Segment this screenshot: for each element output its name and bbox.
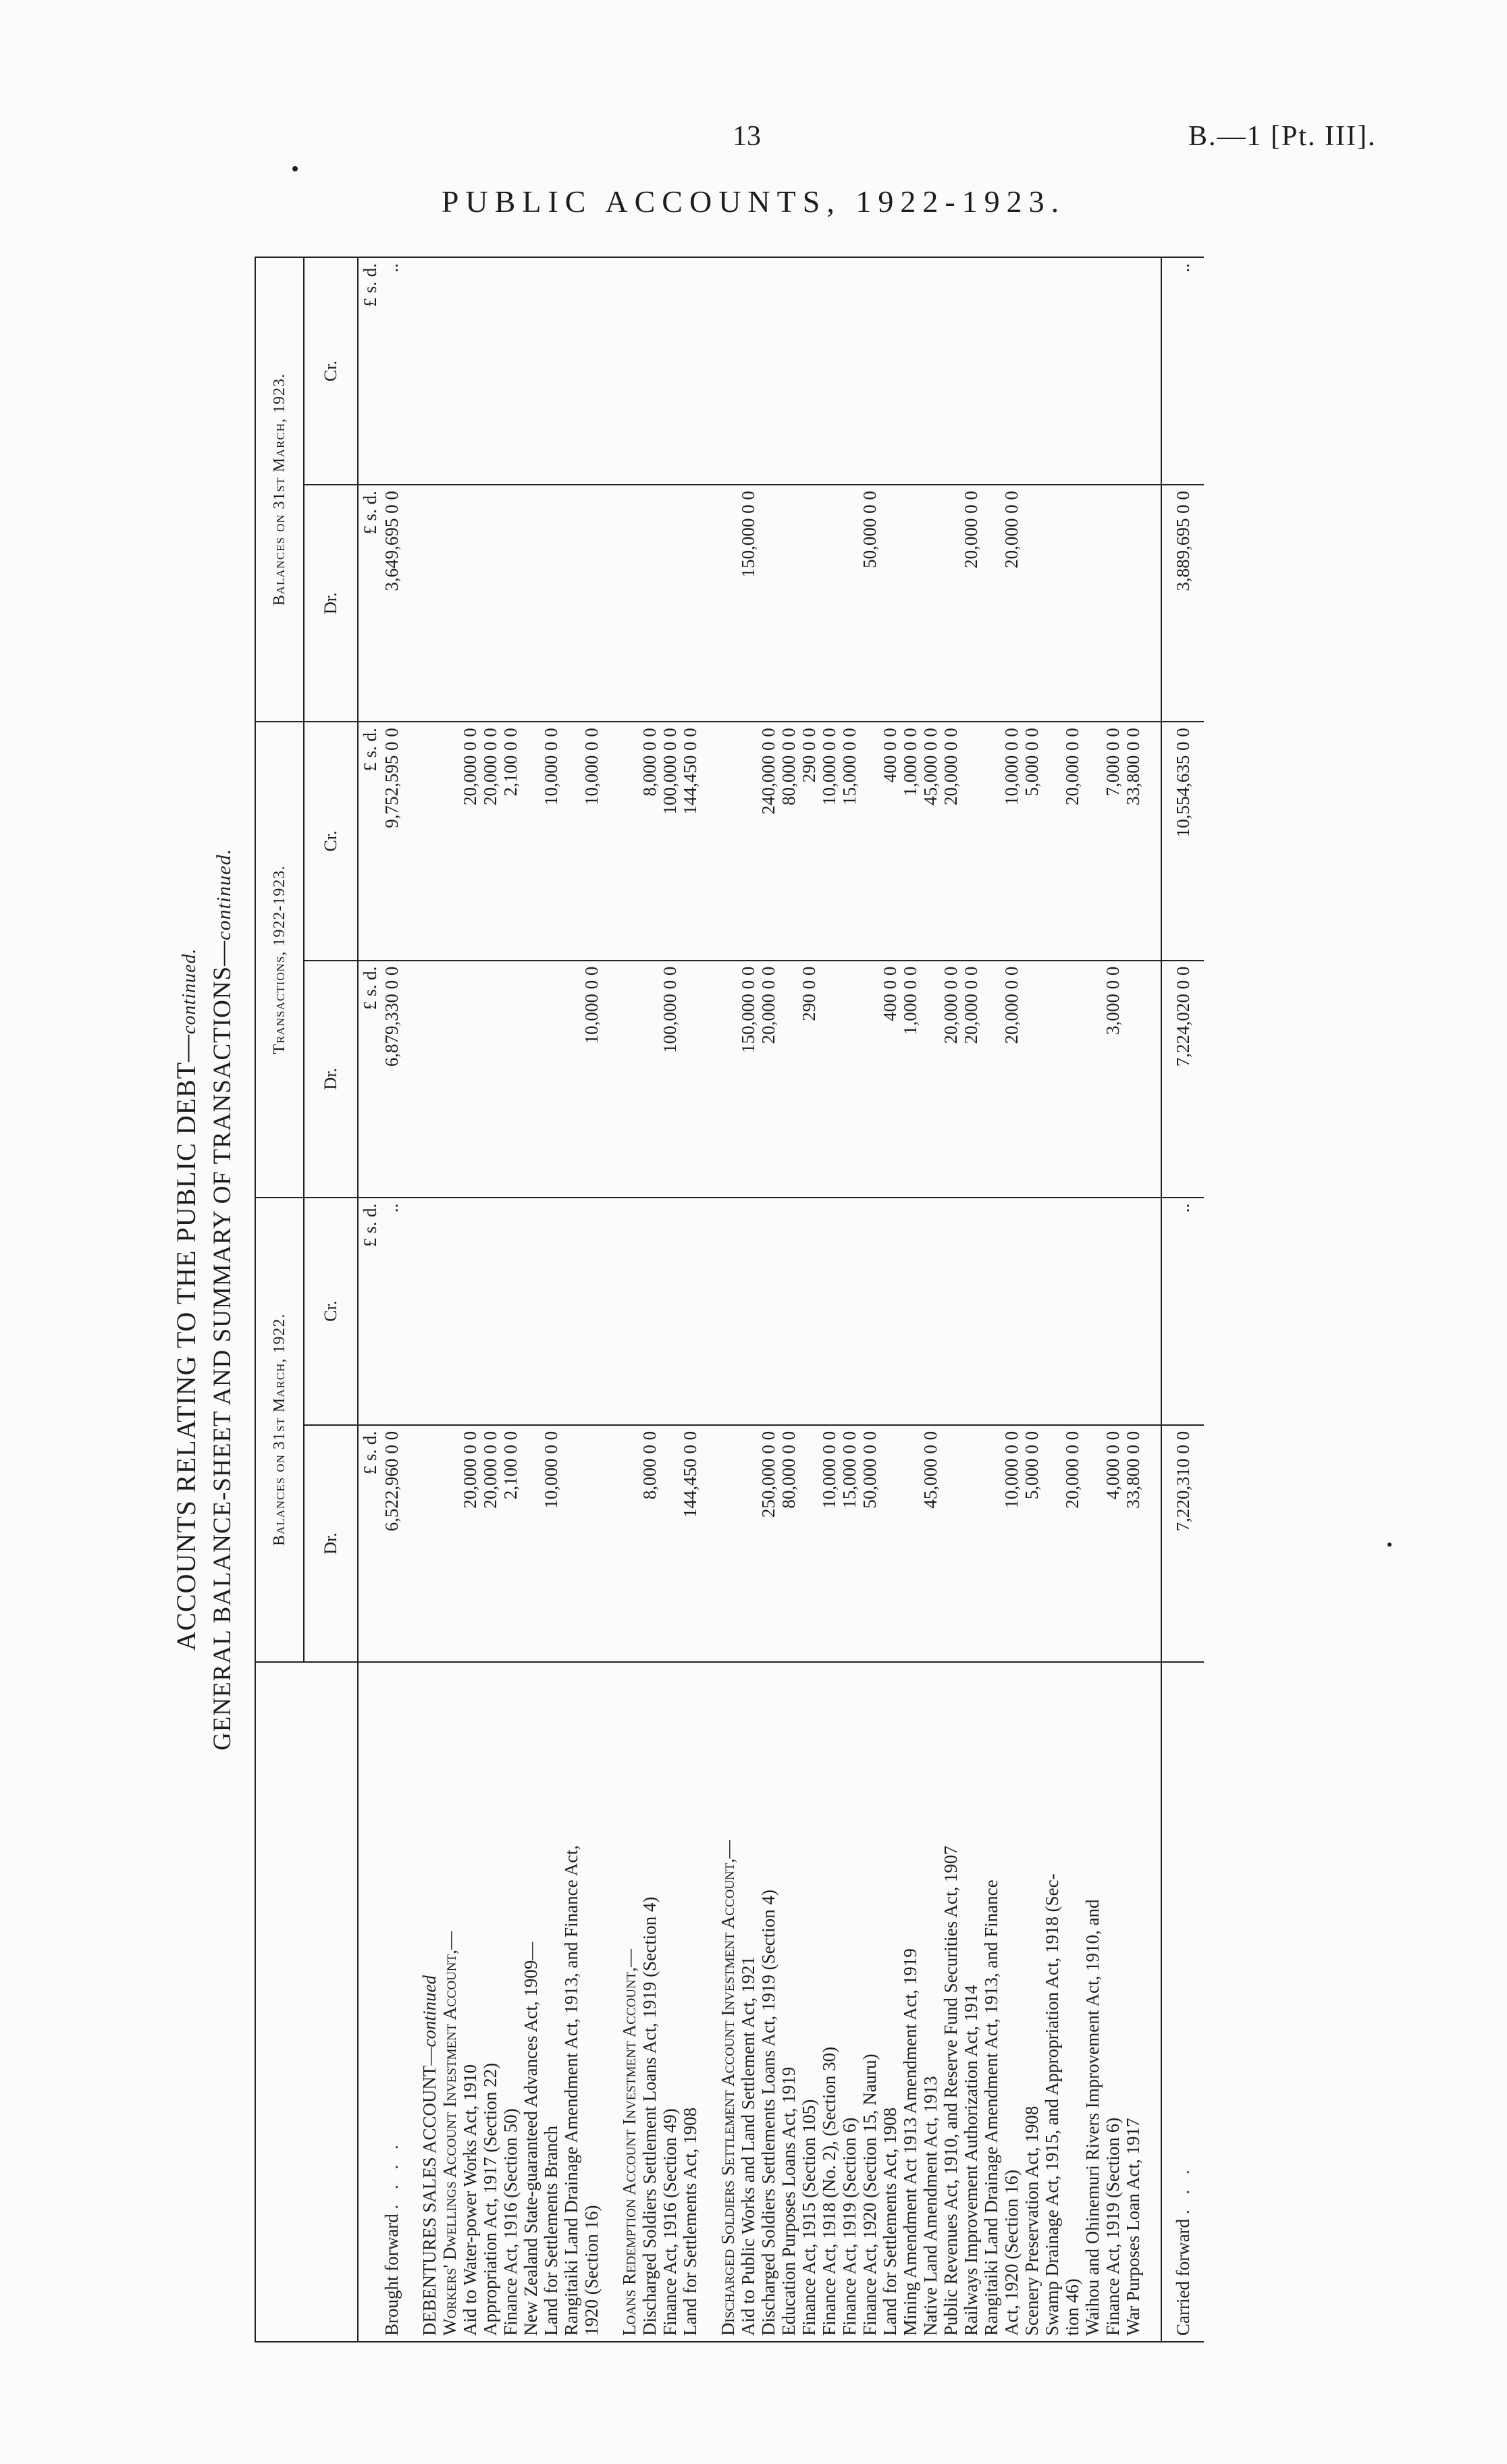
row-label: Public Revenues Act, 1910, and Reserve Fund Securities Act, 1907 [941, 1662, 961, 2342]
table-row [900, 257, 920, 2342]
cell: 8,000 0 0 [639, 722, 660, 960]
cell: 400 0 0 [880, 722, 900, 960]
row-label: tion 46) [1062, 1662, 1082, 2342]
cell: 20,000 0 0 [460, 722, 480, 960]
cell: 80,000 0 0 [778, 1425, 799, 1662]
cell: 45,000 0 0 [920, 722, 941, 960]
cell: 10,000 0 0 [541, 722, 561, 960]
table-row [660, 257, 680, 2342]
cell: 33,800 0 0 [1123, 1425, 1143, 1662]
cell: 3,889,695 0 0 [1161, 485, 1204, 722]
table-row [1001, 257, 1022, 2342]
table-row [480, 257, 500, 2342]
row-label: Land for Settlements Branch [541, 1662, 561, 2342]
cell: 150,000 0 0 [738, 961, 758, 1198]
row-label: War Purposes Loan Act, 1917 [1123, 1662, 1143, 2342]
cell: 100,000 0 0 [660, 961, 680, 1198]
row-label: Rangitaiki Land Drainage Amendment Act, 1913, and Finance Act, [561, 1662, 581, 2342]
table-row [1022, 257, 1042, 2342]
cell: 8,000 0 0 [639, 1425, 660, 1662]
cell: 1,000 0 0 [900, 722, 920, 960]
units-label: £ s. d. [358, 485, 381, 722]
cell: 50,000 0 0 [860, 485, 880, 722]
row-label: Finance Act, 1916 (Section 50) [500, 1662, 521, 2342]
table-row [1042, 257, 1062, 2342]
cell: 15,000 0 0 [839, 722, 860, 960]
units-label: £ s. d. [358, 961, 381, 1198]
cell: 3,649,695 0 0 [381, 485, 402, 722]
group-header-1923: Balances on 31st March, 1923. [255, 257, 304, 722]
cell: 5,000 0 0 [1022, 722, 1042, 960]
cell: 7,000 0 0 [1103, 722, 1123, 960]
row-label: Railways Improvement Authorization Act, 1914 [961, 1662, 981, 2342]
table-row [819, 257, 839, 2342]
cell: 20,000 0 0 [460, 1425, 480, 1662]
row-label: Aid to Public Works and Land Settlement Act, 1921 [738, 1662, 758, 2342]
table-row [778, 257, 799, 2342]
cell: 10,000 0 0 [819, 1425, 839, 1662]
cr-header: Cr. [304, 1198, 358, 1425]
cell: 6,522,960 0 0 [381, 1425, 402, 1662]
table-row [758, 257, 778, 2342]
cell: 10,000 0 0 [819, 722, 839, 960]
row-label: Finance Act, 1918 (No. 2), (Section 30) [819, 1662, 839, 2342]
cell: 20,000 0 0 [480, 722, 500, 960]
subsection-label: Discharged Soldiers Settlement Account Investment Account,— [718, 1662, 738, 2342]
balance-sheet-table [255, 257, 1204, 2342]
cell: 20,000 0 0 [1062, 722, 1082, 960]
subsection-label: Loans Redemption Account Investment Account,— [619, 1662, 639, 2342]
cell: .. [1161, 257, 1204, 485]
row-label: Finance Act, 1919 (Section 6) [1103, 1662, 1123, 2342]
dr-header: Dr. [304, 485, 358, 722]
cell: 45,000 0 0 [920, 1425, 941, 1662]
cell: 240,000 0 0 [758, 722, 778, 960]
row-label: Waihou and Ohinemuri Rivers Improvement Act, 1910, and [1082, 1662, 1103, 2342]
table-row [521, 257, 541, 2342]
row-label: Appropriation Act, 1917 (Section 22) [480, 1662, 500, 2342]
row-label: Discharged Soldiers Settlement Loans Act, 1919 (Section 4) [639, 1662, 660, 2342]
margin-dot [292, 166, 298, 171]
group-header-transactions: Transactions, 1922-1923. [255, 722, 304, 1197]
subsection-label: Workers' Dwellings Account Investment Account,— [440, 1662, 460, 2342]
table-row [880, 257, 900, 2342]
row-label: Land for Settlements Act, 1908 [880, 1662, 900, 2342]
table-row [961, 257, 981, 2342]
running-title: PUBLIC ACCOUNTS, 1922-1923. [441, 184, 1066, 219]
table-row [941, 257, 961, 2342]
table-row [839, 257, 860, 2342]
table-row [561, 257, 581, 2342]
cell: 10,000 0 0 [1001, 722, 1022, 960]
table-row [860, 257, 880, 2342]
cell: 1,000 0 0 [900, 961, 920, 1198]
cell: 33,800 0 0 [1123, 722, 1143, 960]
table-row [581, 257, 602, 2342]
row-label: Brought forward . . . . [381, 1662, 402, 2342]
cell: 100,000 0 0 [660, 722, 680, 960]
cell: 20,000 0 0 [941, 722, 961, 960]
row-label: New Zealand State-guaranteed Advances Act, 1909— [521, 1662, 541, 2342]
table-row [981, 257, 1001, 2342]
cell: 7,220,310 0 0 [1161, 1425, 1204, 1662]
cell: 20,000 0 0 [1062, 1425, 1082, 1662]
cell: 10,000 0 0 [581, 722, 602, 960]
row-label: Mining Amendment Act 1913 Amendment Act, 1919 [900, 1662, 920, 2342]
main-title: ACCOUNTS RELATING TO THE PUBLIC DEBT—continued. [171, 948, 201, 1651]
group-header-1922: Balances on 31st March, 1922. [255, 1198, 304, 1662]
cr-header: Cr. [304, 257, 358, 485]
cell: 15,000 0 0 [839, 1425, 860, 1662]
table-row [500, 257, 521, 2342]
cell: .. [1161, 1198, 1204, 1425]
cell: 290 0 0 [799, 722, 819, 960]
cell: 144,450 0 0 [680, 722, 700, 960]
cell: 20,000 0 0 [1001, 485, 1022, 722]
rotated-balance-sheet [170, 257, 1328, 2342]
description-header [255, 1662, 358, 2342]
cell: 144,450 0 0 [680, 1425, 700, 1662]
cell: 50,000 0 0 [860, 1425, 880, 1662]
dr-header: Dr. [304, 1425, 358, 1662]
subsection-heading [718, 257, 738, 2342]
subsection-heading [619, 257, 639, 2342]
margin-dot [1387, 1543, 1392, 1547]
row-label: Carried forward . . . [1161, 1662, 1204, 2342]
table-row [1062, 257, 1082, 2342]
sub-title: GENERAL BALANCE-SHEET AND SUMMARY OF TRANSACTIONS—continued. [209, 849, 236, 1750]
table-row [1103, 257, 1123, 2342]
cell: 7,224,020 0 0 [1161, 961, 1204, 1198]
row-label: Finance Act, 1919 (Section 6) [839, 1662, 860, 2342]
cell: 150,000 0 0 [738, 485, 758, 722]
units-label: £ s. d. [358, 1198, 381, 1425]
cell: 2,100 0 0 [500, 722, 521, 960]
row-label: 1920 (Section 16) [581, 1662, 602, 2342]
table-row [1082, 257, 1103, 2342]
carried-forward-row [1161, 257, 1204, 2342]
cell: 20,000 0 0 [480, 1425, 500, 1662]
cr-header: Cr. [304, 722, 358, 960]
table-row [1123, 257, 1143, 2342]
row-label: Finance Act, 1916 (Section 49) [660, 1662, 680, 2342]
table-row [738, 257, 758, 2342]
table-row [639, 257, 660, 2342]
page-number: 13 [733, 121, 761, 152]
table-row [799, 257, 819, 2342]
cell: 10,000 0 0 [581, 961, 602, 1198]
cell: 80,000 0 0 [778, 722, 799, 960]
units-row [358, 257, 381, 2342]
table-row [680, 257, 700, 2342]
row-label: Land for Settlements Act, 1908 [680, 1662, 700, 2342]
brought-forward-row [381, 257, 402, 2342]
row-label: Act, 1920 (Section 16) [1001, 1662, 1022, 2342]
row-label: Swamp Drainage Act, 1915, and Appropriation Act, 1918 (Sec- [1042, 1662, 1062, 2342]
row-label: Education Purposes Loans Act, 1919 [778, 1662, 799, 2342]
cell: .. [381, 257, 402, 485]
table-row [920, 257, 941, 2342]
units-label: £ s. d. [358, 257, 381, 485]
cell: 20,000 0 0 [961, 961, 981, 1198]
cell: 10,554,635 0 0 [1161, 722, 1204, 960]
row-label: Scenery Preservation Act, 1908 [1022, 1662, 1042, 2342]
cell: 290 0 0 [799, 961, 819, 1198]
dr-header: Dr. [304, 961, 358, 1198]
series-reference: B.—1 [Pt. III]. [1188, 121, 1377, 152]
cell: 5,000 0 0 [1022, 1425, 1042, 1662]
cell: 10,000 0 0 [541, 1425, 561, 1662]
row-label: Rangitaiki Land Drainage Amendment Act, 1913, and Finance [981, 1662, 1001, 2342]
row-label: Discharged Soldiers Settlements Loans Act, 1919 (Section 4) [758, 1662, 778, 2342]
cell: 4,000 0 0 [1103, 1425, 1123, 1662]
row-label: Finance Act, 1915 (Section 105) [799, 1662, 819, 2342]
cell: 10,000 0 0 [1001, 1425, 1022, 1662]
units-label: £ s. d. [358, 1425, 381, 1662]
cell: 6,879,330 0 0 [381, 961, 402, 1198]
table-row [460, 257, 480, 2342]
row-label: Finance Act, 1920 (Section 15, Nauru) [860, 1662, 880, 2342]
table-row [541, 257, 561, 2342]
cell: .. [381, 1198, 402, 1425]
cell: 20,000 0 0 [758, 961, 778, 1198]
page-header [0, 0, 1507, 223]
cell: 20,000 0 0 [1001, 961, 1022, 1198]
cell: 400 0 0 [880, 961, 900, 1198]
section-heading [419, 257, 440, 2342]
cell: 3,000 0 0 [1103, 961, 1123, 1198]
cell: 250,000 0 0 [758, 1425, 778, 1662]
row-label: Aid to Water-power Works Act, 1910 [460, 1662, 480, 2342]
cell: 20,000 0 0 [941, 961, 961, 1198]
row-label: Native Land Amendment Act, 1913 [920, 1662, 941, 2342]
cell: 20,000 0 0 [961, 485, 981, 722]
subsection-heading [440, 257, 460, 2342]
cell: 2,100 0 0 [500, 1425, 521, 1662]
cell: 9,752,595 0 0 [381, 722, 402, 960]
units-label: £ s. d. [358, 722, 381, 960]
section-label: DEBENTURES SALES ACCOUNT—continued [419, 1662, 440, 2342]
